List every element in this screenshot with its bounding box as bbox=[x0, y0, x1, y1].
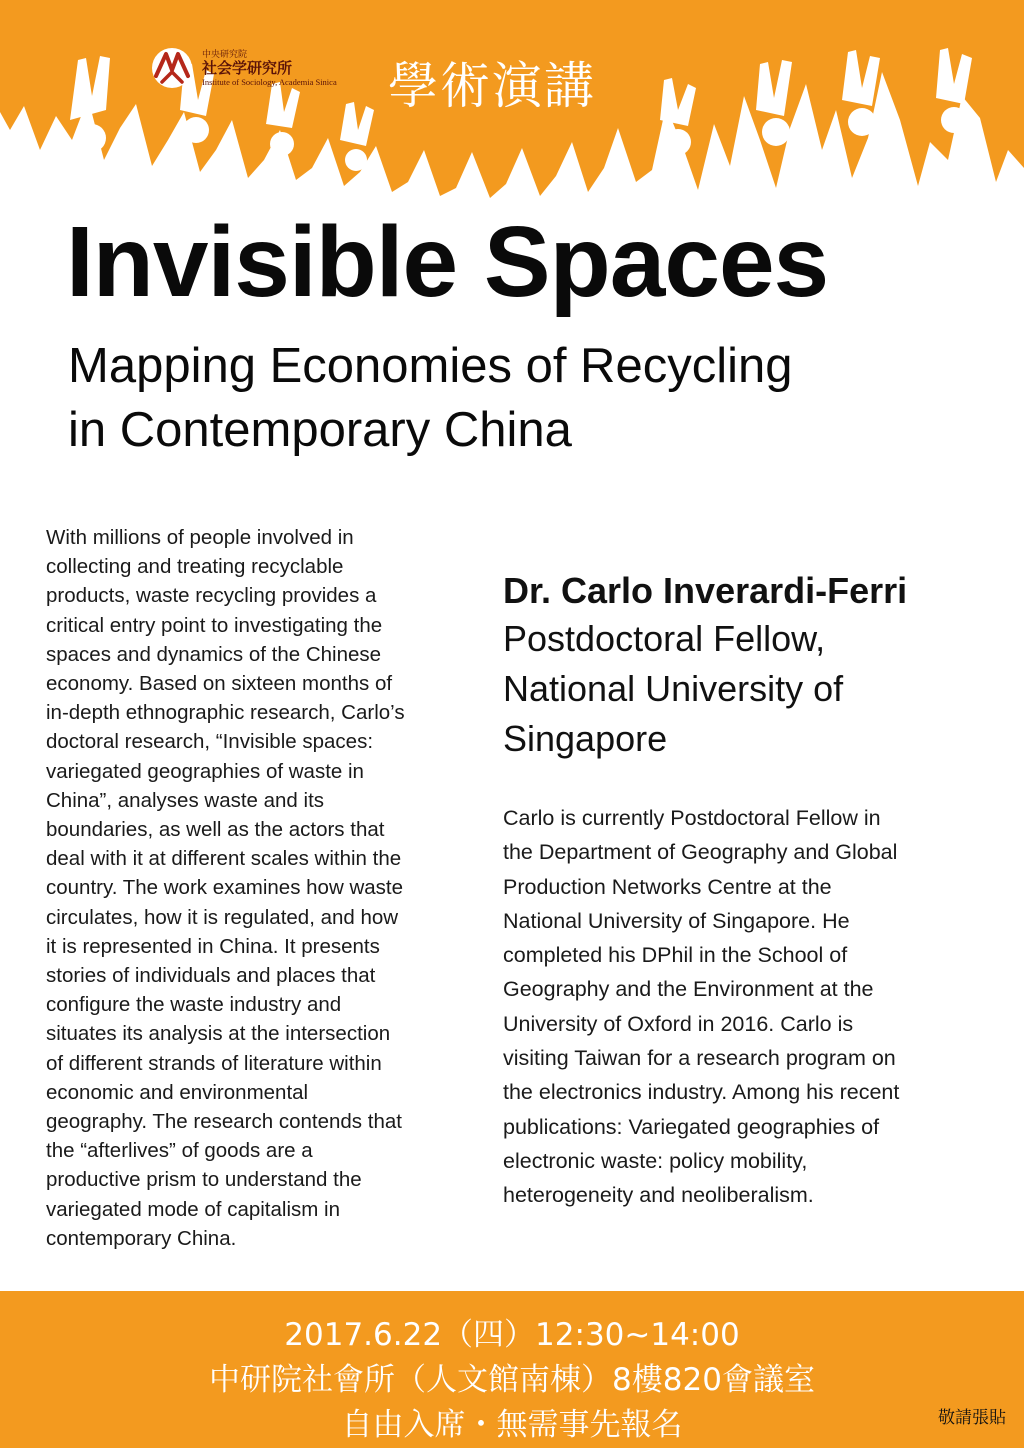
abstract-line: economy. Based on sixteen months of bbox=[46, 672, 393, 696]
event-type-heading: 學術演講 bbox=[388, 57, 596, 115]
abstract-line: the “afterlives” of goods are a bbox=[46, 1139, 313, 1163]
speaker-bio bbox=[503, 801, 983, 1213]
abstract-line: economic and environmental bbox=[46, 1080, 309, 1104]
bio-line: University of Oxford in 2016. Carlo is bbox=[503, 1011, 854, 1036]
lecture-title: Invisible Spaces bbox=[66, 206, 829, 318]
abstract-line: circulates, how it is regulated, and how bbox=[46, 905, 399, 929]
bio-line: the electronics industry. Among his recent bbox=[503, 1080, 900, 1105]
abstract-line: in-depth ethnographic research, Carlo’s bbox=[46, 701, 405, 725]
abstract-line: country. The work examines how waste bbox=[46, 876, 404, 900]
abstract-line: stories of individuals and places that bbox=[46, 964, 376, 988]
abstract-line: it is represented in China. It presents bbox=[46, 934, 380, 958]
abstract-line: products, waste recycling provides a bbox=[46, 584, 377, 608]
abstract-line: collecting and treating recyclable bbox=[46, 555, 344, 579]
abstract-line: boundaries, as well as the actors that bbox=[46, 818, 385, 842]
subtitle-line: in Contemporary China bbox=[68, 403, 572, 457]
bio-line: electronic waste: policy mobility, bbox=[503, 1148, 808, 1173]
event-info-footer bbox=[0, 1291, 1024, 1448]
abstract-line: spaces and dynamics of the Chinese bbox=[46, 642, 382, 666]
speaker-name: Dr. Carlo Inverardi-Ferri bbox=[503, 570, 908, 611]
lecture-subtitle bbox=[68, 334, 792, 462]
bio-line: visiting Taiwan for a research program on bbox=[503, 1046, 896, 1071]
bio-line: Production Networks Centre at the bbox=[503, 874, 832, 899]
abstract-line: variegated mode of capitalism in bbox=[46, 1197, 340, 1221]
abstract-line: situates its analysis at the intersection bbox=[46, 1022, 391, 1046]
institute-emblem-icon bbox=[150, 46, 194, 90]
bio-line: Geography and the Environment at the bbox=[503, 977, 874, 1002]
abstract-line: variegated geographies of waste in bbox=[46, 759, 364, 783]
bio-line: National University of Singapore. He bbox=[503, 908, 850, 933]
posting-notice: 敬請張貼 bbox=[938, 1408, 1006, 1428]
abstract-line: geography. The research contends that bbox=[46, 1110, 402, 1134]
logo-institute-english: Institute of Sociology, Academia Sinica bbox=[202, 77, 337, 87]
abstract-line: configure the waste industry and bbox=[46, 993, 342, 1017]
bio-line: completed his DPhil in the School of bbox=[503, 943, 848, 968]
bio-line: publications: Variegated geographies of bbox=[503, 1114, 880, 1139]
abstract-text bbox=[46, 523, 476, 1253]
abstract-line: productive prism to understand the bbox=[46, 1168, 362, 1192]
bio-line: heterogeneity and neoliberalism. bbox=[503, 1183, 814, 1208]
subtitle-line: Mapping Economies of Recycling bbox=[68, 339, 793, 393]
affiliation-line: Singapore bbox=[503, 718, 668, 759]
event-admission: 自由入席・無需事先報名 bbox=[341, 1407, 683, 1443]
event-venue: 中研院社會所（人文館南棟）8樓820會議室 bbox=[209, 1362, 815, 1398]
abstract-line: contemporary China. bbox=[46, 1226, 237, 1250]
logo-academia-text: 中央研究院 bbox=[202, 50, 248, 60]
abstract-line: critical entry point to investigating the bbox=[46, 613, 383, 637]
bio-line: the Department of Geography and Global bbox=[503, 840, 898, 865]
abstract-line: With millions of people involved in bbox=[46, 526, 354, 549]
logo-institute-text: 社会学研究所 bbox=[202, 59, 293, 77]
institute-logo bbox=[150, 46, 337, 90]
speaker-affiliation bbox=[503, 614, 843, 764]
affiliation-line: Postdoctoral Fellow, bbox=[503, 618, 826, 659]
abstract-line: doctoral research, “Invisible spaces: bbox=[46, 730, 374, 754]
event-datetime: 2017.6.22（四）12:30~14:00 bbox=[284, 1317, 740, 1353]
affiliation-line: National University of bbox=[503, 668, 844, 709]
abstract-line: of different strands of literature within bbox=[46, 1051, 382, 1075]
abstract-line: China”, analyses waste and its bbox=[46, 788, 325, 812]
abstract-line: deal with it at different scales within the bbox=[46, 847, 402, 871]
bio-line: Carlo is currently Postdoctoral Fellow in bbox=[503, 806, 881, 830]
